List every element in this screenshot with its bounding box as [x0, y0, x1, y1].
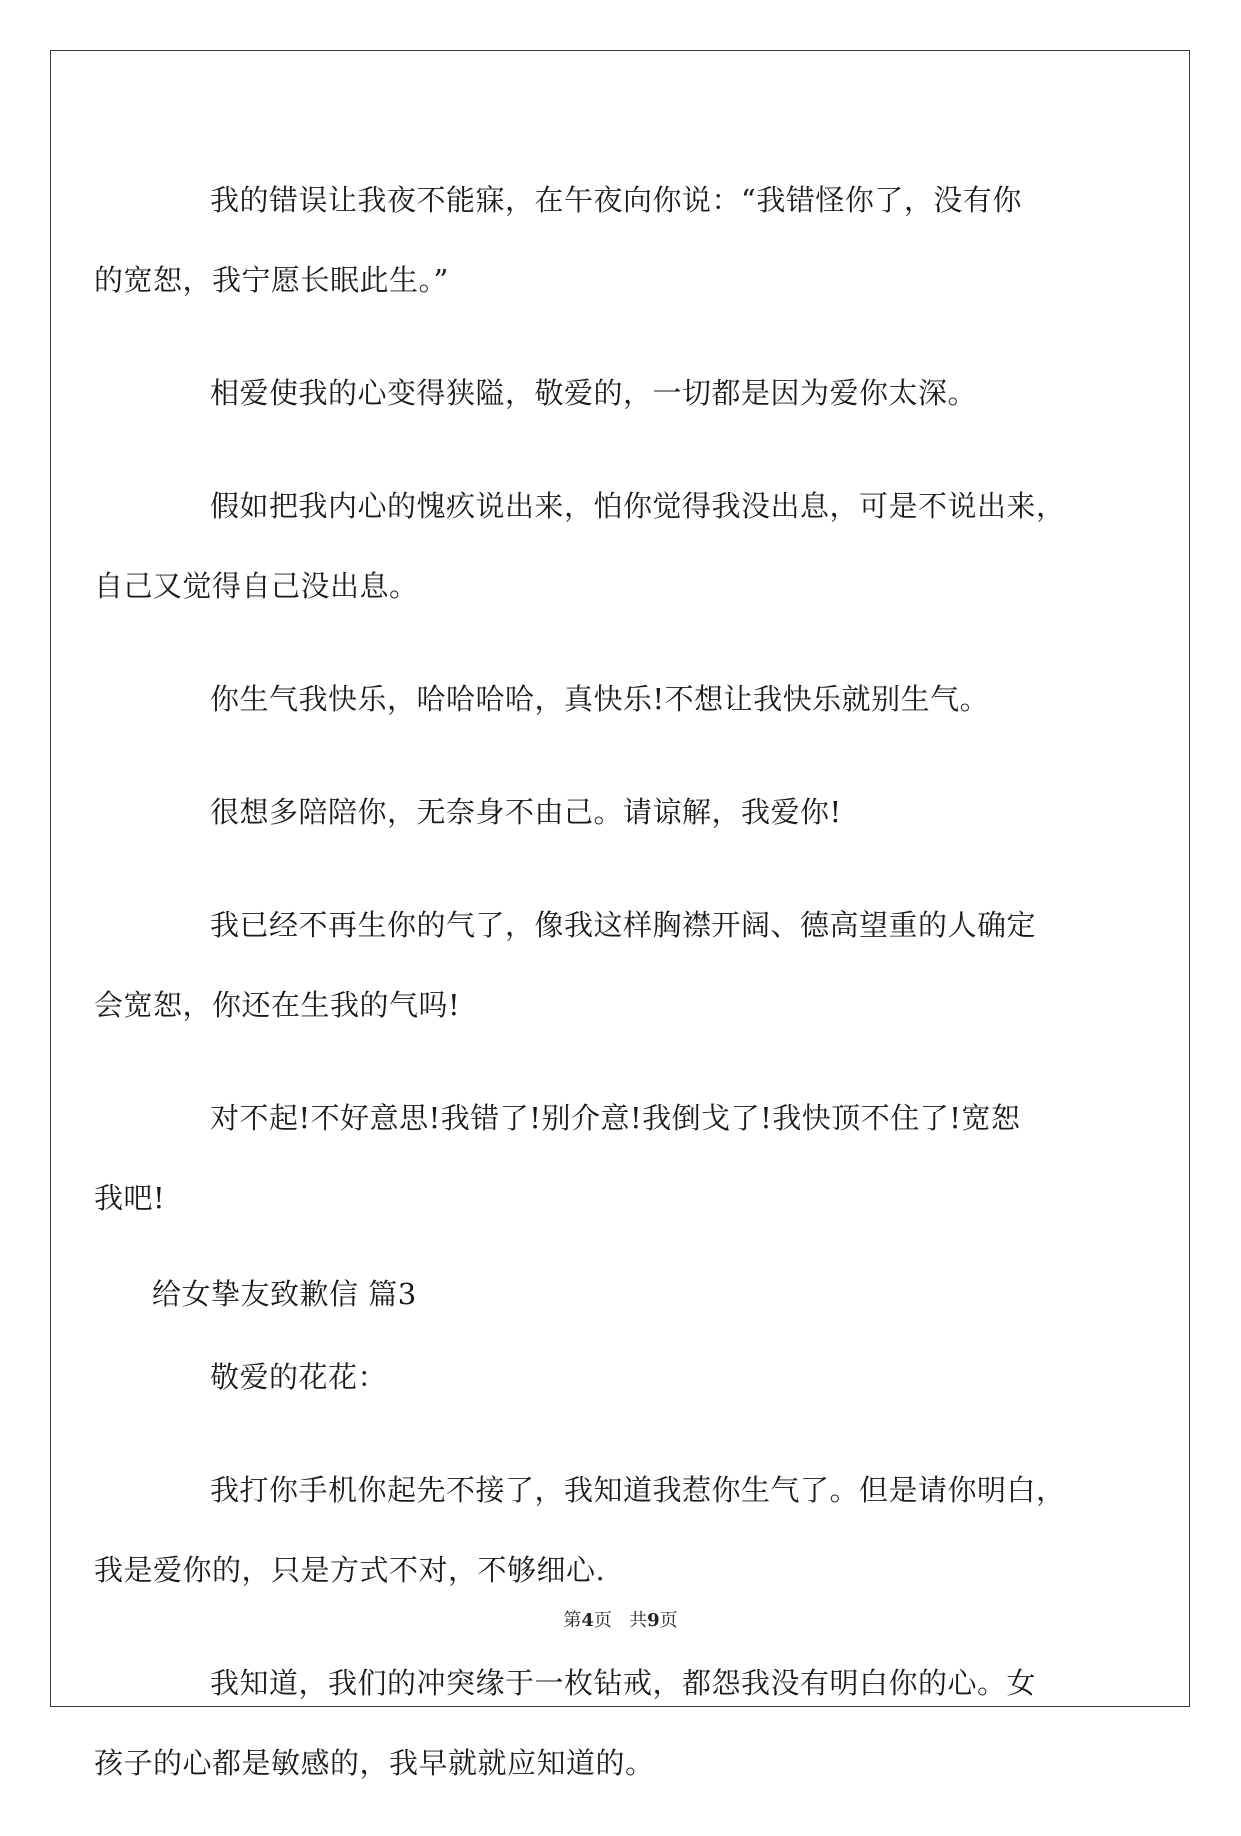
paragraph [152, 772, 1097, 852]
salutation: 敬爱的花花： [210, 1360, 388, 1394]
footer-mid: 页 共 [593, 1610, 648, 1631]
footer-suffix: 页 [659, 1610, 678, 1631]
text-line: 我知道，我们的冲突缘于一枚钻戒，都怨我没有明白你的心。女 [210, 1666, 1037, 1700]
text-line: 我的错误让我夜不能寐，在午夜向你说：“我错怪你了，没有你 [210, 183, 1022, 217]
section-heading: 给女挚友致歉信 篇3 [152, 1277, 417, 1311]
paragraph [94, 885, 1097, 1045]
text-line: 对不起!不好意思!我错了!别介意!我倒戈了!我快顶不住了!宽恕 [210, 1101, 1021, 1135]
text-line: 我吧! [94, 1181, 166, 1215]
text-line: 的宽恕，我宁愿长眠此生。” [94, 263, 449, 297]
footer-prefix: 第 [563, 1610, 582, 1631]
paragraph [94, 1078, 1097, 1238]
text-line: 我打你手机你起先不接了，我知道我惹你生气了。但是请你明白， [210, 1473, 1066, 1507]
text-line: 我是爱你的，只是方式不对，不够细心. [94, 1553, 606, 1587]
text-line: 相爱使我的心变得狭隘，敬爱的，一切都是因为爱你太深。 [210, 376, 978, 410]
paragraph [152, 1337, 1097, 1417]
paragraph [152, 659, 1097, 739]
text-line: 我已经不再生你的气了，像我这样胸襟开阔、德高望重的人确定 [210, 908, 1037, 942]
paragraph [94, 160, 1097, 320]
text-line: 假如把我内心的愧疚说出来，怕你觉得我没出息，可是不说出来， [210, 489, 1066, 523]
text-line: 很想多陪陪你，无奈身不由己。请谅解，我爱你! [210, 795, 842, 829]
text-line: 孩子的心都是敏感的，我早就就应知道的。 [94, 1746, 655, 1780]
text-line: 你生气我快乐，哈哈哈哈，真快乐!不想让我快乐就别生气。 [210, 682, 990, 716]
text-line: 自己又觉得自己没出息。 [94, 569, 419, 603]
document-body [94, 160, 1097, 1836]
paragraph [94, 1643, 1097, 1803]
current-page-number: 4 [581, 1610, 594, 1631]
paragraph [152, 353, 1097, 433]
page-number-footer [0, 1606, 1241, 1632]
paragraph [94, 466, 1097, 626]
total-page-number: 9 [647, 1610, 660, 1631]
text-line: 会宽恕，你还在生我的气吗! [94, 988, 461, 1022]
paragraph [94, 1450, 1097, 1610]
